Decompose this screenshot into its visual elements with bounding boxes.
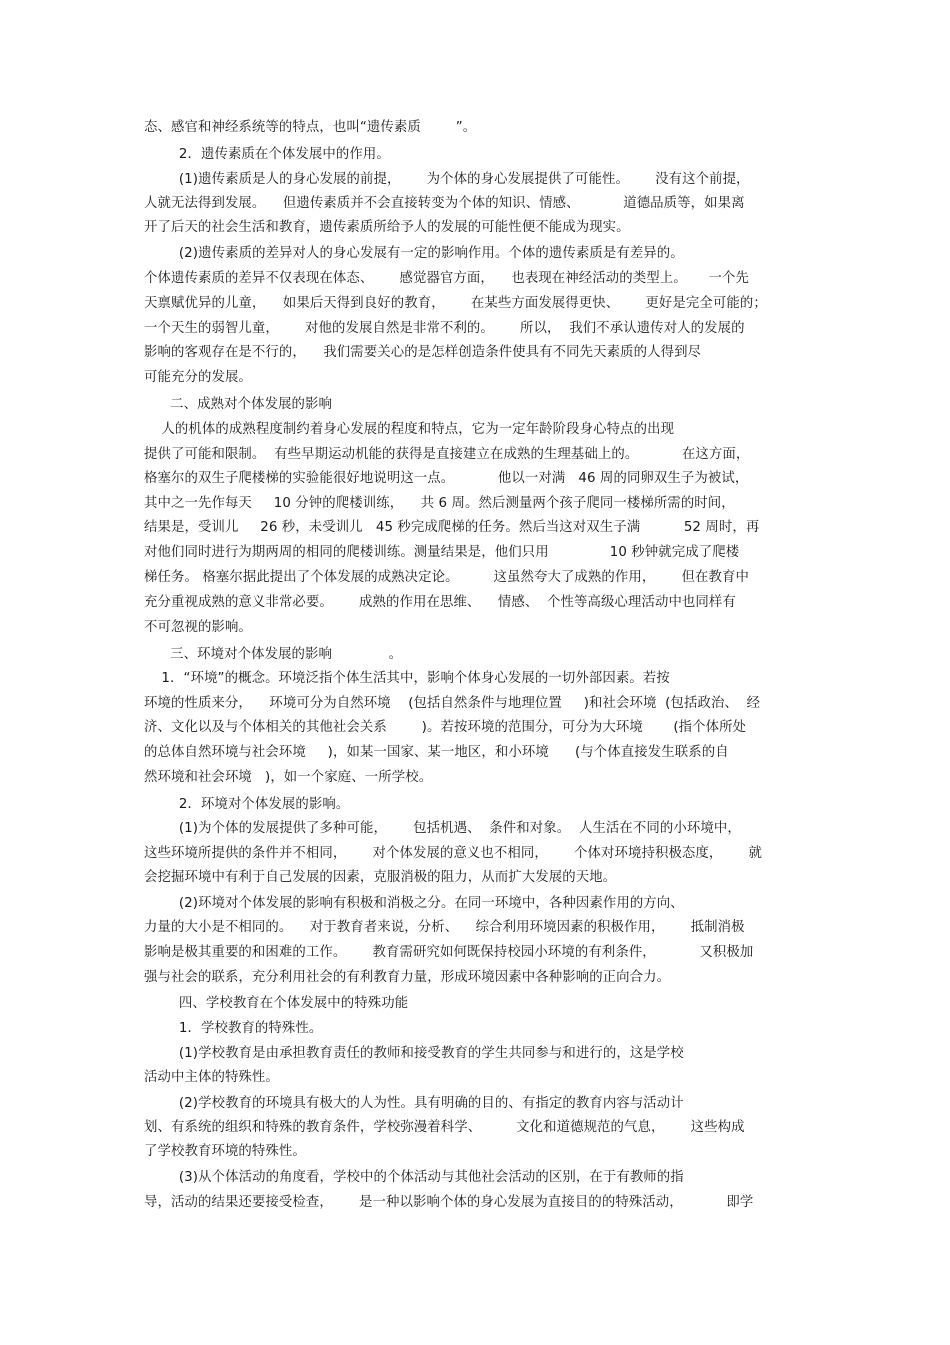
text-line: 活动中主体的特殊性。	[144, 1070, 279, 1085]
text-line: 影响是极其重要的和困难的工作。 教育需研究如何既保持校园小环境的有利条件， 又积极加	[144, 945, 754, 960]
text-line: (2)环境对个体发展的影响有积极和消极之分。在同一环境中，各种因素作用的方向、	[144, 896, 684, 911]
text-line: 对他们同时进行为期两周的相同的爬楼训练。测量结果是，他们只用 10 秒钟就完成了爬楼	[144, 545, 740, 560]
text-line: 一个天生的弱智儿童， 对他的发展自然是非常不利的。 所以， 我们不承认遗传对人的发展的	[144, 321, 745, 336]
text-line: 力量的大小是不相同的。 对于教育者来说，分析、 综合利用环境因素的积极作用， 抵制消极	[144, 920, 745, 935]
text-line: 这些环境所提供的条件并不相同， 对个体发展的意义也不相同， 个体对环境持积极态度， 就	[144, 846, 763, 861]
text-line: 导，活动的结果还要接受检查， 是一种以影响个体的身心发展为直接目的的特殊活动， 即学	[144, 1195, 754, 1210]
text-line: 提供了可能和限制。 有些早期运动机能的获得是直接建立在成熟的生理基础上的。 在这方面，	[144, 447, 750, 462]
text-line: 1．“环境”的概念。环境泛指个体生活其中，影响个体身心发展的一切外部因素。若按	[144, 671, 670, 686]
text-line: (1)学校教育是由承担教育责任的教师和接受教育的学生共同参与和进行的，这是学校	[144, 1046, 684, 1061]
section-heading: 二、成熟对个体发展的影响	[144, 397, 333, 412]
text-line: 2．遗传素质在个体发展中的作用。	[144, 147, 390, 162]
text-line: 然环境和社会环境 )，如一个家庭、一所学校。	[144, 770, 433, 785]
text-line: 格塞尔的双生子爬楼梯的实验能很好地说明这一点。 他以一对满 46 周的同卵双生子为被试，	[144, 471, 749, 486]
text-line: 充分重视成熟的意义非常必要。 成熟的作用在思维、 情感、 个性等高级心理活动中也同样有	[144, 595, 736, 610]
text-line: 其中之一先作每天 10 分钟的爬楼训练， 共 6 周。然后测量两个孩子爬同一楼梯所需的时间，	[144, 496, 735, 511]
text-line: 个体遗传素质的差异不仅表现在体态、 感觉器官方面， 也表现在神经活动的类型上。 一个先	[144, 271, 749, 286]
text-line: (1)为个体的发展提供了多种可能， 包括机遇、 条件和对象。 人生活在不同的小环境中，	[144, 821, 741, 836]
text-line: 划、有系统的组织和特殊的教育条件，学校弥漫着科学、 文化和道德规范的气息， 这些构成	[144, 1120, 745, 1135]
text-line: 可能充分的发展。	[144, 370, 252, 385]
text-line: 不可忽视的影响。	[144, 620, 252, 635]
text-line: 2．环境对个体发展的影响。	[144, 797, 350, 812]
text-line: 强与社会的联系，充分利用社会的有利教育力量，形成环境因素中各种影响的正向合力。	[144, 970, 671, 985]
text-line: (2)学校教育的环境具有极大的人为性。具有明确的目的、有指定的教育内容与活动计	[144, 1096, 684, 1111]
text-line: (1)遗传素质是人的身心发展的前提， 为个体的身心发展提供了可能性。 没有这个前提，	[144, 172, 750, 187]
text-line: 了学校教育环境的特殊性。	[144, 1144, 306, 1159]
text-line: 人的机体的成熟程度制约着身心发展的程度和特点，它为一定年龄阶段身心特点的出现	[144, 422, 675, 437]
text-line: (3)从个体活动的角度看，学校中的个体活动与其他社会活动的区别，在于有教师的指	[144, 1170, 684, 1185]
section-heading: 四、学校教育在个体发展中的特殊功能	[144, 996, 409, 1011]
text-line: 1．学校教育的特殊性。	[144, 1021, 323, 1036]
text-line: 人就无法得到发展。 但遗传素质并不会直接转变为个体的知识、情感、 道德品质等，如果离	[144, 196, 745, 211]
text-line: (2)遗传素质的差异对人的身心发展有一定的影响作用。个体的遗传素质是有差异的。	[144, 246, 684, 261]
text-line: 态、感官和神经系统等的特点，也叫“遗传素质 ”。	[144, 120, 477, 135]
text-line: 结果是，受训儿 26 秒，未受训儿 45 秒完成爬梯的任务。然后当这对双生子满 52 周时，再	[144, 520, 760, 535]
text-line: 的总体自然环境与社会环境 )，如某一国家、某一地区，和小环境 (与个体直接发生联系的自	[144, 745, 729, 760]
text-line: 天禀赋优异的儿童， 如果后天得到良好的教育， 在某些方面发展得更快、 更好是完全可能的；	[144, 296, 767, 311]
text-line: 开了后天的社会生活和教育，遗传素质所给予人的发展的可能性便不能成为现实。	[144, 220, 630, 235]
section-heading: 三、环境对个体发展的影响 。	[144, 647, 403, 662]
text-line: 会挖掘环境中有利于自己发展的因素，克服消极的阻力，从而扩大发展的天地。	[144, 870, 617, 885]
text-line: 梯任务。 格塞尔据此提出了个体发展的成熟决定论。 这虽然夸大了成熟的作用， 但在教育中	[144, 570, 749, 585]
text-line: 影响的客观存在是不行的， 我们需要关心的是怎样创造条件使具有不同先天素质的人得到尽	[144, 345, 702, 360]
text-line: 济、文化以及与个体相关的其他社会关系 )。若按环境的范围分，可分为大环境 (指个体所处	[144, 720, 747, 735]
text-line: 环境的性质来分， 环境可分为自然环境 (包括自然条件与地理位置 )和社会环境 (包括政治、 经	[144, 696, 761, 711]
